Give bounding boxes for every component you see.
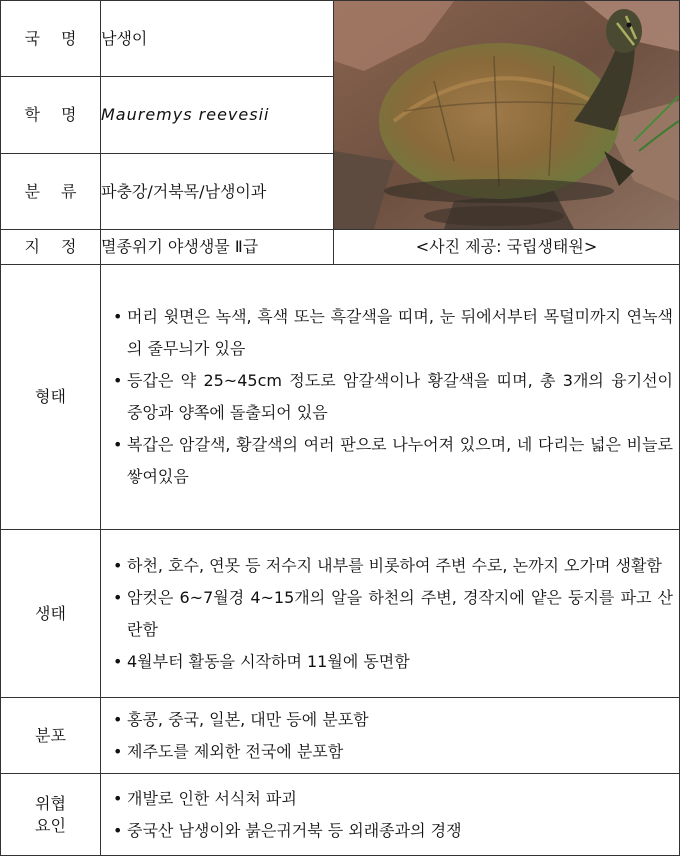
morphology-label: 형태 <box>1 265 101 530</box>
common-name-label: 국 명 <box>1 1 101 77</box>
classification-value: 파충강/거북목/남생이과 <box>101 153 334 229</box>
row-distribution <box>1 698 680 774</box>
morphology-list <box>101 301 679 493</box>
turtle-photo-cell <box>334 1 680 230</box>
ecology-label: 생태 <box>1 530 101 698</box>
row-morphology <box>1 265 680 530</box>
list-item: • 4월부터 활동을 시작하며 11월에 동면함 <box>113 651 410 671</box>
turtle-photo-icon <box>334 1 679 229</box>
list-item: • 하천, 호수, 연못 등 저수지 내부를 비롯하여 주변 수로, 논까지 오가며 생활함 <box>113 555 662 575</box>
list-item: • 등갑은 약 25~45cm 정도로 암갈색이나 황갈색을 띠며, 총 3개의 융기선이 중앙과 양쪽에 돌출되어 있음 <box>113 371 673 422</box>
scientific-name-value: Mauremys reevesii <box>101 77 334 153</box>
designation-label: 지 정 <box>1 230 101 265</box>
distribution-list <box>101 704 679 768</box>
list-item: • 중국산 남생이와 붉은귀거북 등 외래종과의 경쟁 <box>113 820 462 840</box>
classification-label: 분 류 <box>1 153 101 229</box>
row-designation <box>1 230 680 265</box>
threats-label-line2: 요인 <box>35 815 66 835</box>
ecology-content <box>101 530 680 698</box>
threats-label-line1: 위협 <box>35 793 66 813</box>
threats-list <box>101 783 679 847</box>
photo-credit: <사진 제공: 국립생태원> <box>334 230 680 265</box>
row-threats <box>1 774 680 856</box>
list-item: • 제주도를 제외한 전국에 분포함 <box>113 741 344 761</box>
list-item: • 머리 윗면은 녹색, 흑색 또는 흑갈색을 띠며, 눈 뒤에서부터 목덜미까지 연녹색의 줄무늬가 있음 <box>113 307 673 358</box>
common-name-value: 남생이 <box>101 1 334 77</box>
threats-content <box>101 774 680 856</box>
designation-value: 멸종위기 야생생물 Ⅱ급 <box>101 230 334 265</box>
list-item: • 복갑은 암갈색, 황갈색의 여러 판으로 나누어져 있으며, 네 다리는 넓은 비늘로 쌓여있음 <box>113 435 673 486</box>
distribution-content <box>101 698 680 774</box>
scientific-name-label: 학 명 <box>1 77 101 153</box>
list-item: • 홍콩, 중국, 일본, 대만 등에 분포함 <box>113 709 369 729</box>
morphology-content <box>101 265 680 530</box>
row-ecology <box>1 530 680 698</box>
distribution-label: 분포 <box>1 698 101 774</box>
row-common-name <box>1 1 680 77</box>
ecology-list <box>101 550 679 678</box>
threats-label <box>1 774 101 856</box>
list-item: • 개발로 인한 서식처 파괴 <box>113 788 297 808</box>
list-item: • 암컷은 6~7월경 4~15개의 알을 하천의 주변, 경작지에 얕은 둥지를 파고 산란함 <box>113 587 673 639</box>
